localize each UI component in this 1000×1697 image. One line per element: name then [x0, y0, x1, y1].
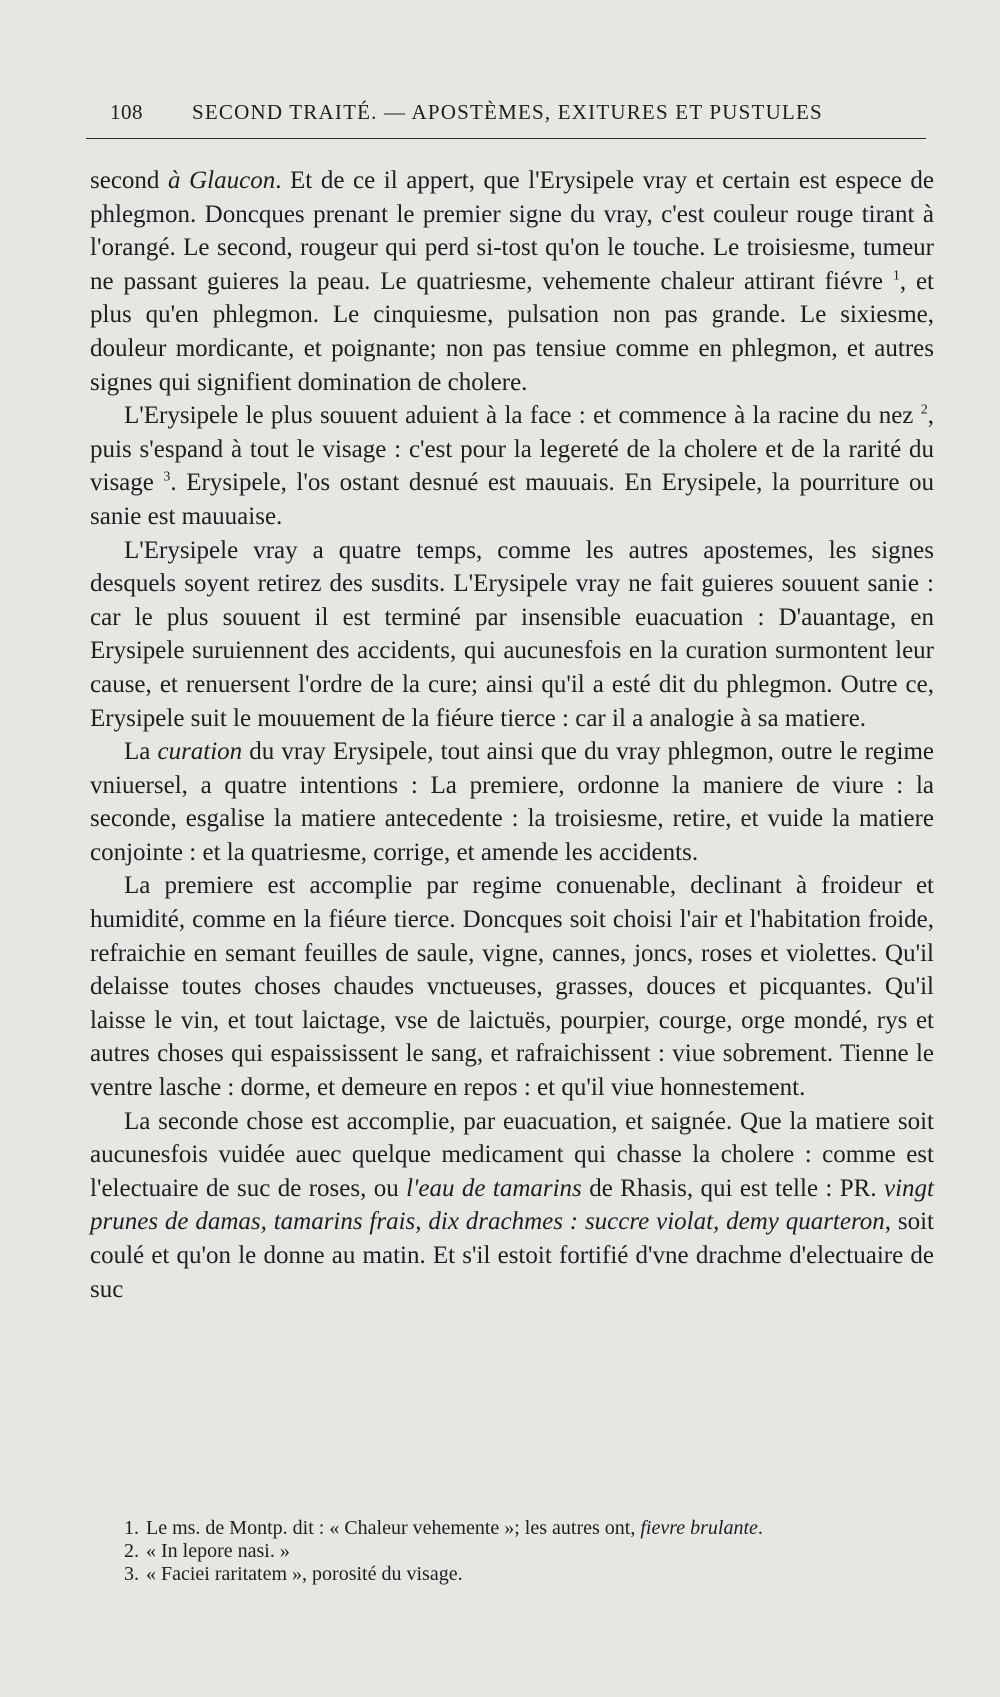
- footnote-text: « In lepore nasi. »: [146, 1540, 290, 1562]
- body-text: [90, 164, 934, 1306]
- paragraph-4-italic: curation: [157, 738, 243, 766]
- paragraph-2: [90, 399, 934, 533]
- paragraph-3: L'Erysipele vray a quatre temps, comme les autres apostemes, les signes desquels soyent retirez des susdits. L'Erysipele vray ne fait guieres souuent sanie : car le plus souuent il est terminé par insensible euacuation : D'auantage, en Erysipele suruiennent des accidents, qui aucunesfois en la curation surmontent leur cause, et renuersent l'ordre de la cure; ainsi qu'il a esté dit du phlegmon. Outre ce, Erysipele suit le mouuement de la fiéure tierce : car il a analogie à sa matiere.: [90, 536, 934, 732]
- paragraph-5: La premiere est accomplie par regime conuenable, declinant à froideur et humidité, comme en la fiéure tierce. Doncques soit choisi l'air et l'habitation froide, refraichie en semant feuilles de saule, vigne, cannes, joncs, roses et violettes. Qu'il delaisse toutes choses chaudes vnctueuses, grasses, douces et picquantes. Qu'il laisse le vin, et tout laictage, vse de laictuës, pourpier, courge, orge mondé, rys et autres choses qui espaississent le sang, et rafraichissent : viue sobrement. Tienne le ventre lasche : dorme, et demeure en repos : et qu'il viue honnestement.: [90, 872, 934, 1102]
- footnote-text: Le ms. de Montp. dit : « Chaleur vehemente »; les autres ont,: [146, 1517, 641, 1539]
- footnote-ref-2: 2: [920, 402, 928, 418]
- footnote-number: 2.: [124, 1540, 139, 1562]
- footnote-number: 3.: [124, 1563, 139, 1585]
- footnote-2: [124, 1540, 954, 1563]
- paragraph-4: [90, 735, 934, 869]
- footnote-italic: fievre brulante: [640, 1517, 758, 1539]
- page-number: 108: [110, 100, 143, 124]
- page-header: [86, 100, 926, 136]
- header-rule: [86, 138, 926, 139]
- footnotes: [124, 1517, 954, 1586]
- paragraph-1-text-d: , et plus qu'en phlegmon. Le cinquiesme, pulsation non pas grande. Le sixiesme, douleur mordicante, et poignante; non pas tensiue comme en phlegmon, et autres signes qui signifient domination de cholere.: [90, 267, 935, 396]
- footnote-1: [124, 1517, 954, 1540]
- paragraph-6: [90, 1105, 934, 1307]
- footnote-ref-3: 3: [163, 470, 171, 486]
- running-title: SECOND TRAITÉ. — APOSTÈMES, EXITURES ET PUSTULES: [192, 100, 823, 124]
- paragraph-1-italic: à Glaucon: [168, 167, 276, 194]
- footnote-text-end: .: [757, 1517, 763, 1539]
- paragraph-2-text-c: . Erysipele, l'os ostant desnué est mauuais. En Erysipele, la pourriture ou sanie est mauuaise.: [90, 469, 934, 530]
- footnote-number: 1.: [124, 1517, 139, 1539]
- paragraph-4-text-c: du vray Erysipele, tout ainsi que du vray phlegmon, outre le regime vniuersel, a quatre intentions : La premiere, ordonne la maniere de viure : la seconde, esgalise la matiere antecedente : la troisiesme, retire, et vuide la matiere conjointe : et la quatriesme, corrige, et amende les accidents.: [90, 738, 935, 866]
- paragraph-6-italic-b: l'eau de tamarins: [406, 1174, 582, 1202]
- paragraph-2-text-b: , puis s'espand à tout le visage : c'est pour la legereté de la cholere et de la rarité du visage: [90, 402, 934, 497]
- paragraph-1-text-c: . Et de ce il appert, que l'Erysipele vray et certain est espece de phlegmon. Doncques prenant le premier signe du vray, c'est couleur rouge tirant à l'orangé. Le second, rougeur qui perd si-tost qu'on le touche. Le troisiesme, tumeur ne passant guieres la peau. Le quatriesme, vehemente chaleur attirant fiévre: [90, 167, 935, 295]
- footnote-ref-1: 1: [892, 268, 900, 284]
- footnote-text: « Faciei raritatem », porosité du visage.: [146, 1563, 463, 1585]
- paragraph-6-text-a: La seconde chose est accomplie, par euacuation, et saignée. Que la matiere soit aucunesfois vuidée auec quelque medicament qui chasse la cholere : comme est l'electuaire de suc de roses, ou: [90, 1107, 934, 1202]
- paragraph-6-text-c: de Rhasis, qui est telle : PR.: [581, 1174, 884, 1202]
- paragraph-1: [90, 164, 934, 399]
- paragraph-6-text-e: , soit coulé et qu'on le donne au matin. Et s'il estoit fortifié d'vne drachme d'electuaire de suc: [90, 1208, 934, 1303]
- paragraph-6-italic-d: vingt prunes de damas, tamarins frais, dix drachmes : succre violat, demy quarteron: [90, 1174, 934, 1236]
- footnote-3: [124, 1563, 954, 1586]
- paragraph-4-text-a: La: [124, 738, 158, 766]
- paragraph-1-text-a: second: [90, 167, 169, 194]
- paragraph-2-text-a: L'Erysipele le plus souuent aduient à la face : et commence à la racine du nez: [124, 402, 921, 430]
